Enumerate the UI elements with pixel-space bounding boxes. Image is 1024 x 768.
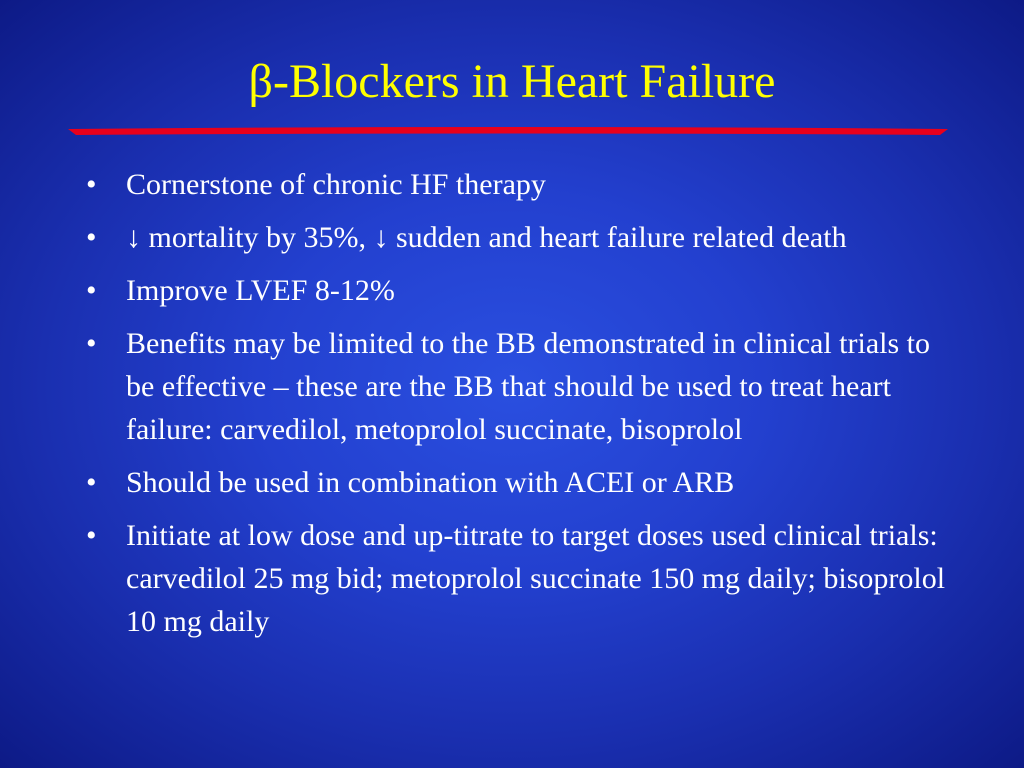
slide-title: β-Blockers in Heart Failure <box>248 55 776 108</box>
bullet-dot: • <box>86 274 97 307</box>
bullet-item <box>86 514 946 643</box>
bullet-dot: • <box>86 327 97 360</box>
bullet-item <box>86 163 946 206</box>
bullet-text: Initiate at low dose and up-titrate to target doses used clinical trials: carvedilol 25 mg bid; metoprolol succinate 150 mg daily; bisoprolol 10 mg daily <box>126 519 946 638</box>
bullet-item <box>86 216 946 259</box>
bullet-dot: • <box>86 221 97 254</box>
bullet-text: Improve LVEF 8-12% <box>126 274 395 307</box>
bullet-dot: • <box>86 466 97 499</box>
bullet-dot: • <box>86 168 97 201</box>
bullet-list <box>86 163 946 653</box>
bullet-text: Benefits may be limited to the BB demonstrated in clinical trials to be effective – these are the BB that should be used to treat heart failure: carvedilol, metoprolol succinate, bisoprolol <box>126 327 930 446</box>
bullet-dot: • <box>86 519 97 552</box>
title-underline <box>68 125 948 135</box>
bullet-text: Should be used in combination with ACEI or ARB <box>126 466 735 499</box>
bullet-text: ↓ mortality by 35%, ↓ sudden and heart failure related death <box>126 221 847 254</box>
bullet-item <box>86 322 946 451</box>
bullet-item <box>86 461 946 504</box>
bullet-text: Cornerstone of chronic HF therapy <box>126 168 546 201</box>
bullet-item <box>86 269 946 312</box>
